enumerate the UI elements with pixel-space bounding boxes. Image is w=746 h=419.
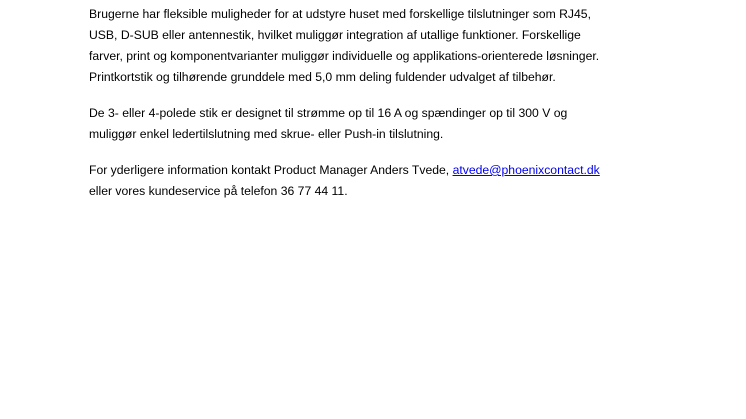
paragraph-features (89, 4, 729, 88)
text-line: Printkortstik og tilhørende grunddele med 5,0 mm deling fuldender udvalget af tilbehør. (89, 70, 556, 84)
email-link[interactable]: atvede@phoenixcontact.dk (452, 163, 600, 177)
text-line: De 3- eller 4-polede stik er designet til strømme op til 16 A og spændinger op til 300 V og (89, 106, 568, 120)
text-line: farver, print og komponentvarianter muliggør individuelle og applikations-orienterede løsninger. (89, 49, 600, 63)
paragraph-contact (89, 160, 729, 202)
paragraph-specs (89, 103, 729, 145)
text-line: muliggør enkel ledertilslutning med skrue- eller Push-in tilslutning. (89, 127, 444, 141)
contact-line (89, 160, 729, 181)
text-line: Brugerne har fleksible muligheder for at udstyre huset med forskellige tilslutninger som RJ45, (89, 7, 591, 21)
contact-prefix: For yderligere information kontakt Product Manager Anders Tvede, (89, 163, 453, 177)
document-body (89, 4, 729, 217)
text-line: USB, D-SUB eller antennestik, hvilket muliggør integration af utallige funktioner. Forskellige (89, 28, 581, 42)
text-line: eller vores kundeservice på telefon 36 77 44 11. (89, 184, 348, 198)
